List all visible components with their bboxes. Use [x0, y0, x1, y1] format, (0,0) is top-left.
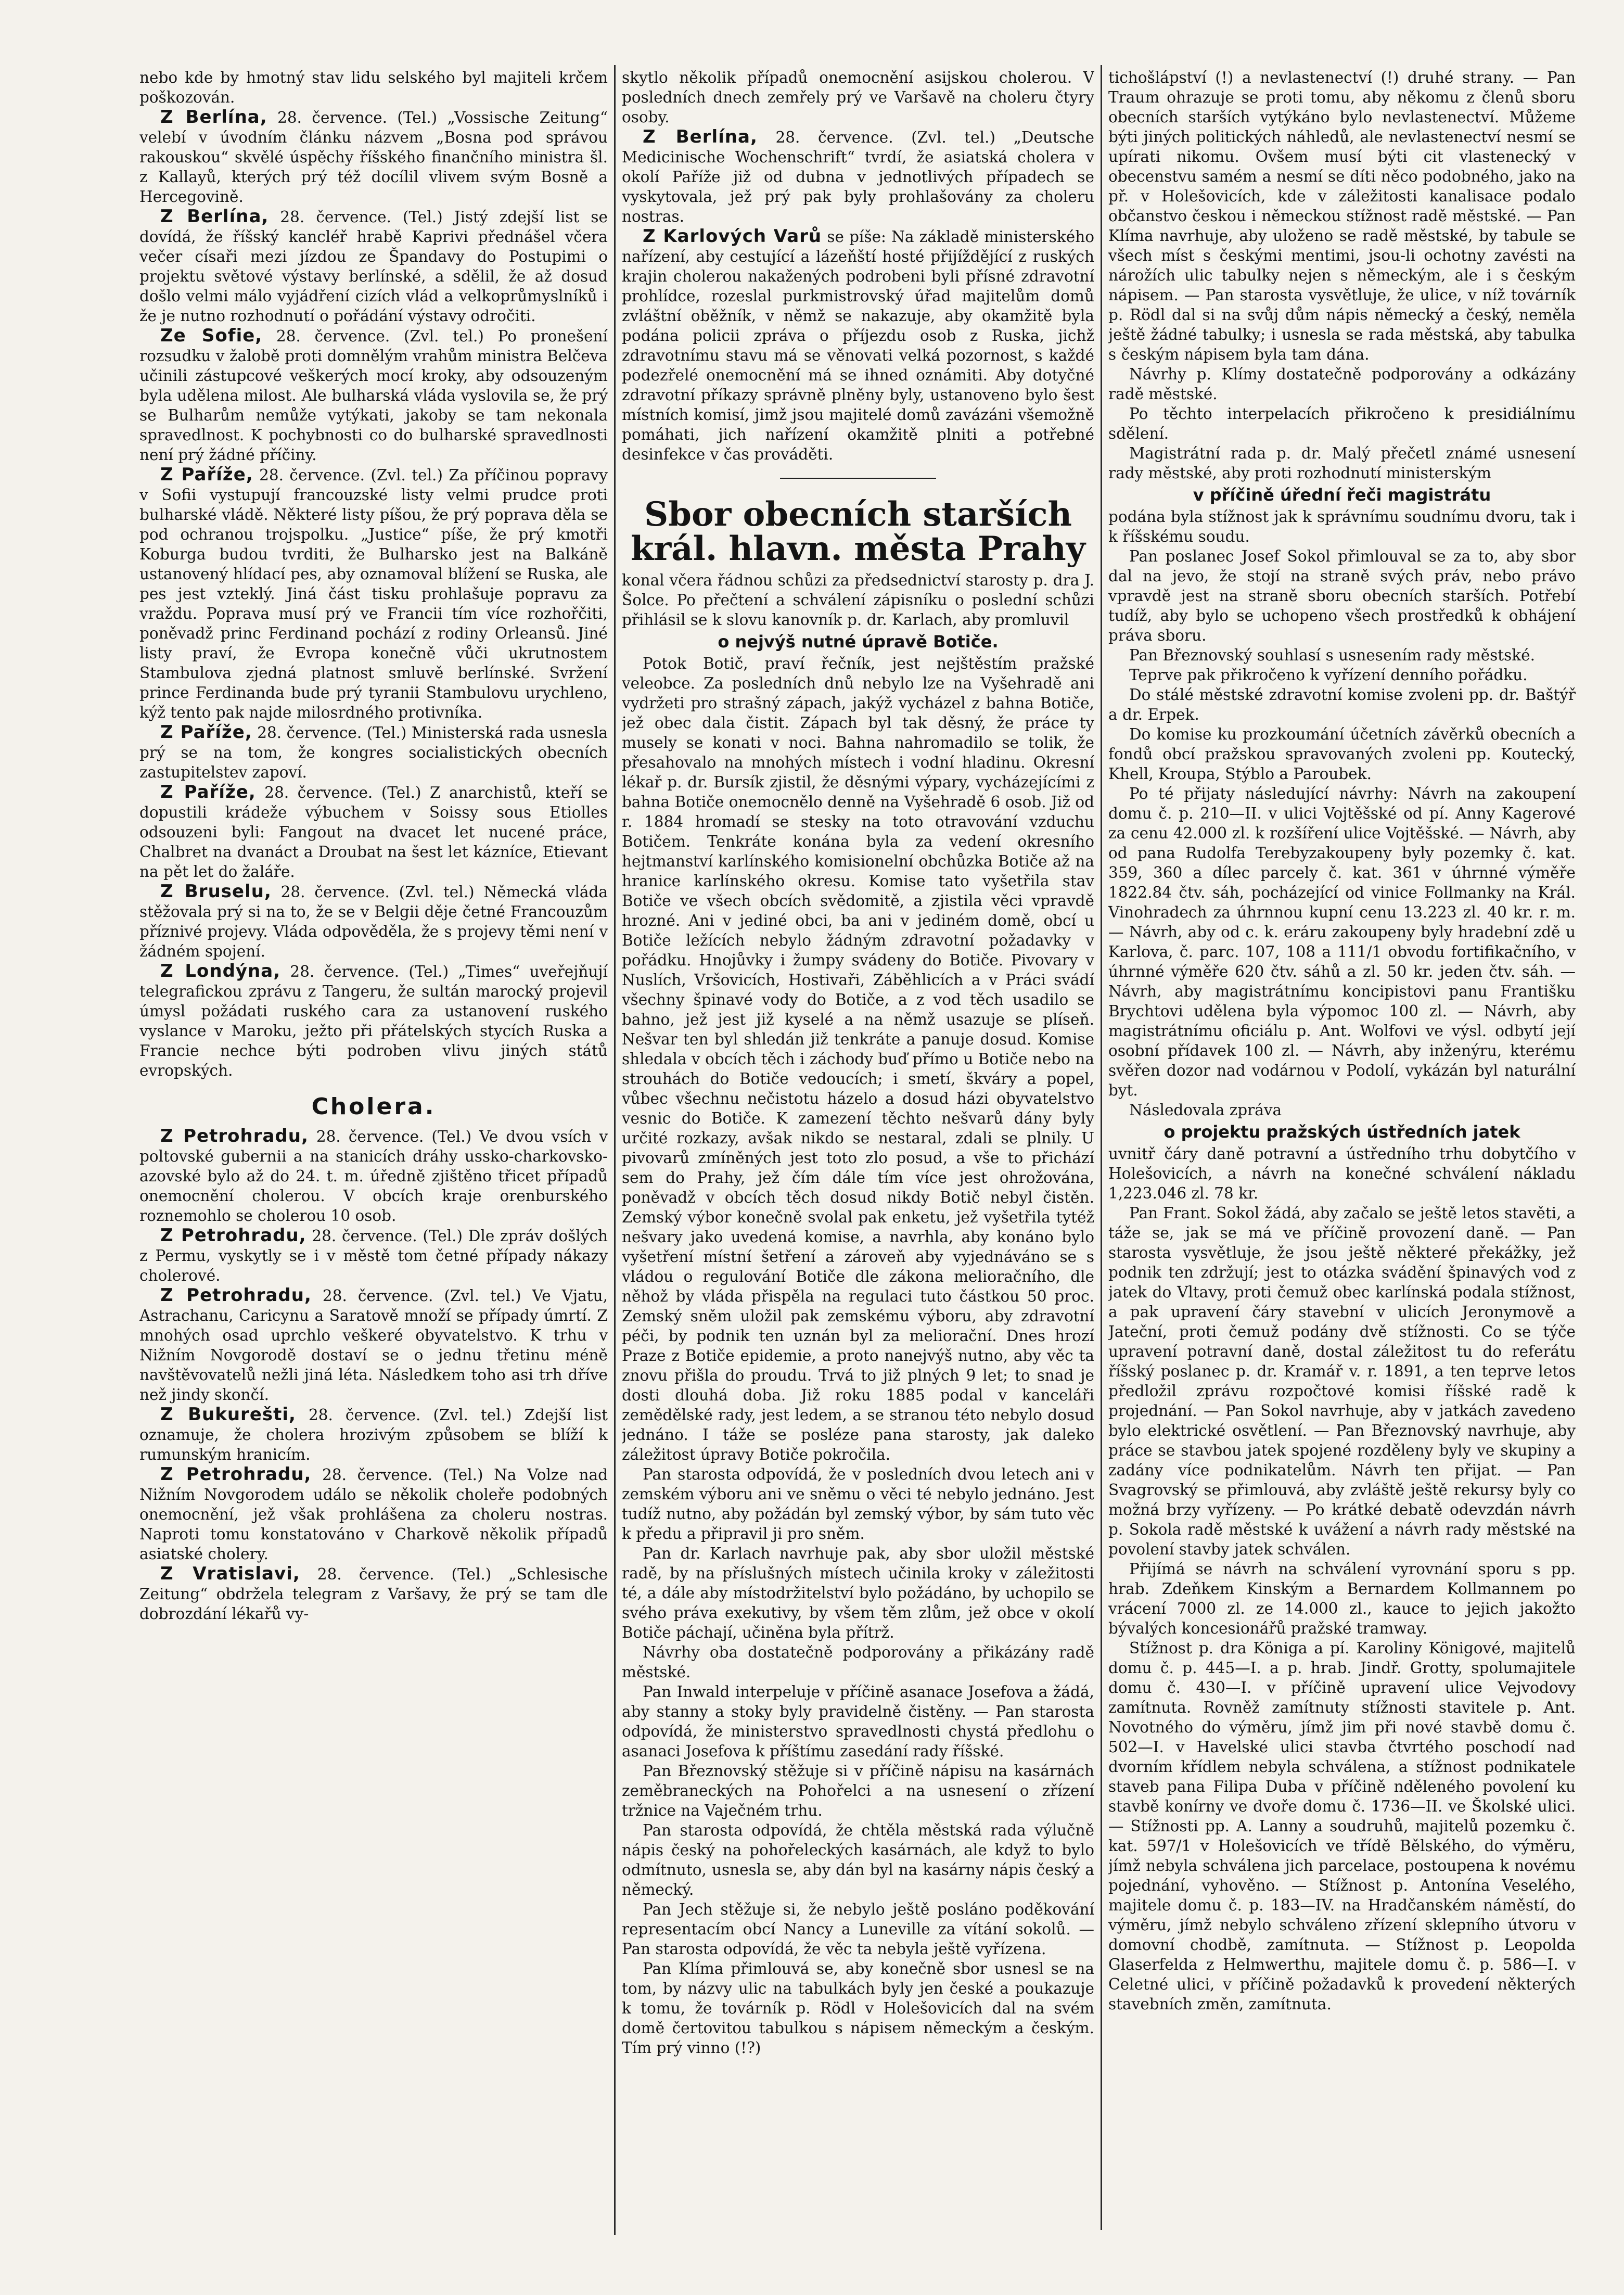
article-paragraph: Pan poslanec Josef Sokol přimlouval se za to, aby sbor dal na jevo, že stojí na straně svých práv, nebo právo vpravdě jest na straně sboru obecních starších. Potřebí tudíž, aby bylo se uchopeno všech prostředků k obhájení práva sboru.	[1108, 547, 1576, 644]
news-text: 28. července. (Tel.) „Schlesische Zeitung“ obdržela telegram z Varšavy, že prý se tam dle dobrozdání lékařů vy-	[139, 1565, 608, 1623]
news-item	[622, 226, 1094, 464]
article-paragraph: Magistrátní rada p. dr. Malý přečetl známé usnesení rady městské, aby proti rozhodnutí ministerským	[1108, 444, 1576, 482]
article-paragraph: konal včera řádnou schůzi za předsednictví starosty p. dra J. Šolce. Po přečtení a schválení zápisníku o poslední schůzi přihlásil se k slovu kanovník p. dr. Karlach, aby promluvil	[622, 571, 1094, 629]
article-subheading: o nejvýš nutné úpravě Botiče.	[718, 632, 999, 652]
news-text: 28. července. (Zvl. tel.) „Deutsche Medicinische Wochenschrift“ tvrdí, že asiatská cholera v okolí Paříže již od dubna v jednotlivých případech se vyskytovala, jež prý pak byly prohlašovány za choleru nostras.	[622, 129, 1094, 225]
article-paragraph: Pan Březnovský stěžuje si v příčině nápisu na kasárnách zeměbraneckých na Pohořelci a na usnesení o zřízení tržnice na Vaječném trhu.	[622, 1762, 1094, 1819]
news-text: 28. července. (Zvl. tel.) Německá vláda stěžovala prý si na to, že se v Belgii děje četné Francouzům příznivé projevy. Vláda odpověděla, že s projevy těmi není v žádném spojení.	[139, 883, 608, 960]
news-item	[139, 961, 608, 1080]
news-text: 28. července. (Tel.) Ve dvou vsích v poltovské gubernii a na stanicích dráhy ussko-charkovsko-azovské bylo až do 24. t. m. úředně zjištěno třicet případů onemocnění cholerou. V obcích kraje orenburského roznemohlo se cholerou 10 osob.	[139, 1128, 608, 1225]
article-paragraph: Přijímá se návrh na schválení vyrovnání sporu s pp. hrab. Zdeňkem Kinským a Bernardem Kollmannem po vrácení 7000 zl. ze 14.000 zl., kauce to jejich jakožto bývalých koncesionářů pražské tramway.	[1108, 1560, 1576, 1637]
article-paragraph: Stížnost p. dra Königa a pí. Karoliny Königové, majitelů domu č. p. 445—I. a p. hrab. Jindř. Grotty, spolumajitele domu č. 430—I. v příčině upravení ulice Vejvodovy zamítnuta. Rovněž zamítnuty stížnosti stavitele p. Ant. Novotného do výměru, jímž jim při nové stavbě domu č. 502—I. v Havelské ulici stavba čtvrtého poschodí nad dvorním křídlem nebyla schválena, a stížnost podnikatele staveb pana Filipa Duba v příčině nděleného povolení ku stavbě konírny ve dvoře domu č. 1736—II. ve Školské ulici. — Stížnosti pp. A. Lanny a soudruhů, majitelů pozemku č. kat. 597/1 v Holešovicích ve třídě Bělského, do výměru, jímž nebyla schválena jich parcelace, postoupena k novému pojednání, vyhověno. — Stížnost p. Antonína Veselého, majitele domu č. p. 183—IV. na Hradčanském náměstí, do výměru, jímž nebylo schváleno zřízení sklepního útvoru v domovní chodbě, zamítnuta. — Stížnost p. Leopolda Glaserfelda z Helmwerthu, majitele domu č. p. 586—I. v Celetné ulici, v příčině požadavků k provedení některých stavebních změn, zamítnuta.	[1108, 1639, 1576, 2013]
article-paragraph: Následovala zpráva	[1129, 1101, 1282, 1119]
article-paragraph: Pan Frant. Sokol žádá, aby začalo se ještě letos stavěti, a táže se, jak se má ve příčině provození daně. — Pan starosta vysvětluje, že jsou ještě některé překážky, jež podnik ten zdržují; jest to otázka svádění špinavých vod z jatek do Vltavy, proti čemuž obec karlínská podala stížnost, a pak upravení čáry stavební v ulicích Jeronymově a Jateční, proti čemuž podány dvě stížnosti. Co se týče upravení potravní daně, dostal záležitost tu do referátu říšský poslanec p. dr. Kramář v. r. 1891, a ten teprve letos předložil zprávu rozpočtové komisi říšské radě k projednání. — Pan Sokol navrhuje, aby v jatkách zavedeno bylo elektrické osvětlení. — Pan Březnovský navrhuje, aby práce se stavbou jatek spojené rozděleny byly ve skupiny a zadány více podnikatelům. Návrh ten přijat. — Pan Svagrovský se přimlouvá, aby zvláště ještě rekursy byly co možná brzy vyřízeny. — Po krátké debatě odevzdán návrh p. Sokola radě městské k uvážení a návrh rady městské na povolení stavby jatek schválen.	[1108, 1204, 1576, 1558]
dateline: Z Bruselu,	[160, 881, 272, 902]
article-paragraph: Návrhy oba dostatečně podporovány a přikázány radě městské.	[622, 1643, 1094, 1681]
news-text: 28. července. (Zvl. tel.) Za příčinou popravy v Sofii vystupují francouzské listy velmi prudce proti bulharské vládě. Některé listy píšou, že prý poprava děla se pod ochranou trojspolku. „Justice“ píše, že prý kmotři Koburga budou tvrditi, že Bulharsko jest na Balkáně ustanovený hlídací pes, aby oznamoval blížení se Ruska, ale pes jest vzteklý. Jiná část tisku prohlašuje popravu za vraždu. Poprava musí prý ve Francii tím více rozhořčiti, poněvadž princ Ferdinand pochází z rodiny Orleansů. Jiné listy praví, že Evropa konečně vůči ukrutnostem Stambulova zjedná platnost smluvě berlínské. Svržení prince Ferdinanda bude prý tyranii Stambulovu urychleno, kýž tento pak najde milosrdného protivníka.	[139, 466, 608, 721]
column-middle	[622, 68, 1094, 2227]
article-paragraph: Teprve pak přikročeno k vyřízení denního pořádku.	[1129, 666, 1528, 684]
news-item	[139, 1285, 608, 1405]
news-text: 28. července. (Tel.) Jistý zdejší list se dovídá, že říšský kancléř hrabě Kaprivi přednášel včera večer císaři mezi jízdou ze Špandavy do Postupimi o projektu světové výstavy berlínské, a sdělil, že až dosud došlo velmi málo vyjádření cizích vlád a velkoprůmyslníků i že je nutno rozhodnutí o pořádání výstavy odročiti.	[139, 208, 608, 325]
news-item	[139, 1564, 608, 1624]
article-paragraph: Pan starosta odpovídá, že v posledních dvou letech ani v zemském výboru ani ve sněmu o věci té nebylo jednáno. Jest tudíž nutno, aby požádán byl zemský výbor, by sám tuto věc k předu a připravil ji pro sněm.	[622, 1465, 1094, 1542]
news-item	[622, 127, 1094, 226]
section-heading-cholera: Cholera.	[311, 1093, 436, 1120]
dateline: Z Petrohradu,	[160, 1285, 312, 1306]
news-text: se píše: Na základě ministerského nařízení, aby cestující a lázeňští hosté přijíždějící z ruských krajin cholerou nakažených podrobeni byli přísné zdravotní prohlídce, rozeslal purkmistrovský úřad majitelům domů zvláštní oběžník, v němž se nakazuje, aby okamžitě byla podána policii zpráva o příjezdu osob z Ruska, jichž zdravotnímu stavu má se věnovati velká pozornost, s každé podezřelé onemocnění má se ihned oznámiti. Aby dotyčné zdravotní příkazy správně plněny byly, ustanoveno bylo šest místních komisí, jimž jsou majitelé domů zavázáni všemožně pomáhati, jich nařízení okamžitě plniti a potřebné desinfekce v čas prováděti.	[622, 228, 1094, 463]
news-item	[139, 1405, 608, 1464]
news-item	[139, 882, 608, 961]
article-paragraph: skytlo několik případů onemocnění asijskou cholerou. V posledních dnech zemřely prý ve Varšavě na choleru čtyry osoby.	[622, 69, 1094, 126]
dateline: Z Karlových Varů	[643, 226, 822, 247]
news-item	[139, 1464, 608, 1564]
article-paragraph: Pan Klíma přimlouvá se, aby konečně sbor usnesl se na tom, by názvy ulic na tabulkách byly jen české a poukazuje k tomu, že továrník p. Rödl v Holešovicích dal na svém domě čertovitou tabulkou s nápisem německým a českým. Tím prý vinno (!?)	[622, 1960, 1094, 2057]
news-item	[139, 782, 608, 882]
dateline: Ze Sofie,	[160, 325, 263, 346]
article-paragraph: Do komise ku prozkoumání účetních závěrků obecních a fondů obcí pražskou spravovaných zvoleni pp. Koutecký, Khell, Kroupa, Stýblo a Paroubek.	[1108, 725, 1576, 783]
article-paragraph: Pan Březnovský souhlasí s usnesením rady městské.	[1129, 646, 1536, 664]
separator-line	[780, 478, 936, 479]
article-paragraph: nebo kde by hmotný stav lidu selského byl majiteli krčem poškozován.	[139, 69, 608, 106]
news-item	[139, 326, 608, 465]
column-divider	[1101, 65, 1102, 2230]
article-paragraph: Pan starosta odpovídá, že chtěla městská rada výlučně nápis český na pohořeleckých kasárnách, ale když to bylo odmítnuto, usnesla se, aby dán byl na kasárny nápis český a německý.	[622, 1821, 1094, 1898]
news-text: 28. července. (Zvl. tel.) Zdejší list oznamuje, že cholera hrozivým způsobem se blíží k rumunským hranicím.	[139, 1406, 608, 1463]
dateline: Z Paříže,	[160, 722, 252, 743]
article-paragraph: uvnitř čáry daně potravní a ústředního trhu dobytčího v Holešovicích, a návrh na konečné schválení nákladu 1,223.046 zl. 78 kr.	[1108, 1145, 1576, 1202]
article-paragraph: Potok Botič, praví řečník, jest nejštěstím pražské veleobce. Za posledních dnů nebylo lze na Vyšehradě ani vydržeti pro strašný zápach, jakýž vycházel z bahna Botiče, jež obec dala čistit. Zápach byl tak děsný, že práce ty musely se konati v noci. Bahna nahromadilo se tolik, že přesahovalo na mnohých místech i vodní hladinu. Okresní lékař p. dr. Bursík zjistil, že děsnými výpary, vycházejícími z bahna Botiče onemocnělo denně na Vyšehradě 6 osob. Již od r. 1884 hromadí se stesky na toto otravování vzduchu Botičem. Tenkráte konána byla za vedení okresního hejtmanství karlínského komisionelní obchůzka Botiče až na hranice karlínského okresu. Komise tato vyšetřila stav Botiče ve všech obcích svědomitě, a zjistila věci vpravdě hrozné. Ani v jediné obci, ba ani v jediném domě, obcí u Botiče ležících nebylo žádným zdravotní požadavky v pořádku. Hnojůvky i žumpy svádeny do Botiče. Pivovary v Nuslích, Vršovicích, Hostivaři, Záběhlicích a v Práci svádí všechny špinavé vody do Botiče, a z vod těch usadilo se bahno, jež jest již kyselé a na němž usazuje se plíseň. Nešvar ten byl shledán již tenkráte a panuje dosud. Komise shledala v obcích těch i záchody buď přímo u Botiče nebo na strouhách do Botiče vedoucích; i smetí, škváry a popel, vůbec všechnu nečistotu házelo a dosud házi obyvatelstvo vesnic do Botiče. K zamezení těchto nešvarů dány byly určité rozkazy, avšak nikdo se nestaral, zdali se plnily. U pivovarů zmíněných jest toto zlo posud, a vše to přichází sem do Prahy, jež čím dále tím více jest ohrožována, poněvadž v obcích těch dosud nikdy Botič nebyl čistěn. Zemský výbor konečně svolal pak enketu, jež vyšetřila tytéž nešvary jako uvedená komise, a navrhla, aby konáno bylo vyšetření místní šetření a zároveň aby vyjednáváno se s vládou o regulování Botiče dle zákona melioračního, dle něhož by vláda přispěla na regulaci tuto částkou 50 proc. Zemský sněm uložil pak zemskému výboru, aby zdravotní péči, by podnik ten uznán byl za meliorační. Dnes hrozí Praze z Botiče epidemie, a proto nanejvýš nutno, aby věc ta znovu přišla do proudu. Trvá to již plných 9 let; to snad je dosti dlouhá doba. Již roku 1885 podal v kanceláři zemědělské rady, jest ledem, a se stranou této nebylo dosud jednáno. I táže se posléze pana starosty, jak daleko záležitost úpravy Botiče pokročila.	[622, 655, 1094, 1463]
article-paragraph: tichošlápství (!) a nevlastenectví (!) druhé strany. — Pan Traum ohrazuje se proti tomu, aby někomu z členů sboru obecních starších vytýkáno bylo nevlastenectví. Můžeme býti jiných politických náhledů, ale nevlastenectví nesmí se upírati nikomu. Ovšem musí býti cit vlastenecký v obecenstvu samém a nesmí se díti něco podobného, jako na př. v Holešovicích, kde v záležitosti kanalisace podalo občanstvo českou i německou stížnost radě městské. — Pan Klíma navrhuje, aby uloženo se radě městské, by tabule se všech míst s českými mentimi, jsou-li ochotny zavésti na nárožích ulic tabulky nejen s německým, ale i s českým nápisem. — Pan starosta vysvětluje, že ulice, v níž továrník p. Rödl dal si na svůj dům nápis německý a český, neměla ještě žádné tabulky; i usnesla se rada městská, aby tabulka s českým nápisem byla tam dána.	[1108, 69, 1576, 363]
article-paragraph: Po té přijaty následující návrhy: Návrh na zakoupení domu č. p. 210—II. v ulici Vojtěšské od pí. Anny Kagerové za cenu 42.000 zl. k rozšíření ulice Vojtěšské. — Návrh, aby od pana Rudolfa Terebyzakoupeny byly pozemky č. kat. 359, 360 a dílec parcely č. kat. 361 v úhrnné výměře 1822.84 čtv. sáh, pocházející od vinice Follmanky na Král. Vinohradech za úhrnnou kupní cenu 13.223 zl. 40 kr. r. m. — Návrh, aby od c. k. eráru zakoupeny byly hradební zdě u Karlova, č. parc. 107, 108 a 111/1 obvodu fortifikačního, v úhrnné výměře 620 čtv. sáhů a zl. 50 kr. jeden čtv. sáh. — Návrh, aby magistrátnímu koncipistovi panu Františku Brychtovi udělena byla výpomoc 100 zl. — Návrh, aby magistrátnímu oficiálu p. Ant. Wolfovi ve výsl. odbytí její osobní přídavek 100 zl. — Návrh, aby inženýru, kterému svěřen dozor nad vodárnou v Podolí, vykázán byl naturální byt.	[1108, 785, 1576, 1099]
news-text: 28. července. (Tel.) Dle zpráv došlých z Permu, vyskytly se i v městě tom četné případy nákazy cholerové.	[139, 1227, 608, 1284]
news-text: 28. července. (Zvl. tel.) Po pronešení rozsudku v žalobě proti domnělým vrahům ministra Belčeva učinili zástupcové veškerých mocí kroky, aby odsouzeným byla udělena milost. Ale bulharská vláda vyslovila se, že prý se Bulharům nemůže vytýkati, jakoby se tam nekonala spravedlnost. K pochybnosti co do bulharské spravedlnosti není prý žádné příčiny.	[139, 327, 608, 464]
news-text: 28. července. (Tel.) Na Volze nad Nižním Novgorodem událo se několik choleře podobných onemocnění, jež však prohlášena za choleru nostras. Naproti tomu konstatováno v Charkově několik případů asiatské cholery.	[139, 1466, 608, 1563]
news-text: 28. července. (Tel.) Ministerská rada usnesla prý se na tom, že kongres socialistických obecních zastupitelstev zapoví.	[139, 724, 608, 781]
news-text: 28. července. (Zvl. tel.) Ve Vjatu, Astrachanu, Caricynu a Saratově množí se případy úmrtí. Z mnohých osad uprchlo veškeré obyvatelstvo. K trhu v Nižním Novgorodě dostaví se o jednu třetinu méně navštěvovatelů nežli jiná léta. Následkem toho asi trh dříve než jindy skončí.	[139, 1287, 608, 1404]
article-headline: Sbor obecních starších král. hlavn. města Prahy	[631, 495, 1085, 568]
dateline: Z Paříže,	[160, 782, 256, 802]
dateline: Z Berlína,	[160, 206, 269, 227]
article-paragraph: podána byla stížnost jak k správnímu soudnímu dvoru, tak i k říšskému soudu.	[1108, 508, 1576, 545]
column-right	[1108, 68, 1576, 2227]
dateline: Z Petrohradu,	[160, 1464, 312, 1485]
dateline: Z Vratislavi,	[160, 1563, 300, 1584]
article-paragraph: Po těchto interpelacích přikročeno k presidiálnímu sdělení.	[1108, 405, 1576, 442]
article-paragraph: Do stálé městské zdravotní komise zvoleni pp. dr. Baštýř a dr. Erpek.	[1108, 686, 1576, 723]
dateline: Z Bukurešti,	[160, 1404, 296, 1425]
column-divider	[614, 65, 616, 2235]
dateline: Z Berlína,	[643, 126, 758, 147]
news-item	[139, 465, 608, 722]
article-subheading: v příčině úřední řeči magistrátu	[1193, 485, 1491, 505]
column-left	[139, 68, 608, 2227]
dateline: Z Petrohradu,	[160, 1225, 306, 1246]
news-item	[139, 722, 608, 782]
news-item	[139, 1226, 608, 1285]
news-text: 28. července. (Tel.) „Times“ uveřejňují telegrafickou zprávu z Tangeru, že sultán marocký projevil úmysl požádati ruského cara za ustanovení ruského vyslance v Maroku, ježto při přátelských stycích Ruska a Francie nechce býti podroben vlivu jiných států evropských.	[139, 963, 608, 1079]
news-item	[139, 1126, 608, 1226]
article-paragraph: Návrhy p. Klímy dostatečně podporovány a odkázány radě městské.	[1108, 365, 1576, 403]
news-item	[139, 207, 608, 326]
dateline: Z Paříže,	[160, 464, 253, 485]
article-subheading: o projektu pražských ústředních jatek	[1163, 1122, 1520, 1142]
dateline: Z Petrohradu,	[160, 1126, 309, 1146]
dateline: Z Londýna,	[160, 961, 281, 981]
news-item	[139, 107, 608, 207]
article-paragraph: Pan dr. Karlach navrhuje pak, aby sbor uložil městské radě, by na příslušných místech učinila kroky v záležitosti té, a dále aby místodržitelství bylo požádáno, by uchopilo se svého práva exekutivy, by všem těm zlům, jež obce v okolí Botiče páchají, učiněna byla přítrž.	[622, 1545, 1094, 1641]
dateline: Z Berlína,	[160, 107, 267, 128]
news-text: 28. července. (Tel.) Z anarchistů, kteří se dopustili krádeže výbuchem v Soissy sous Etiolles odsouzeni byli: Fangout na dvacet let nucené práce, Chalbret na dvanáct a Droubat na šest let kázníce, Etievant na pět let do žaláře.	[139, 784, 608, 881]
article-paragraph: Pan Jech stěžuje si, že nebylo ještě posláno poděkování representacím obcí Nancy a Luneville za vítání sokolů. — Pan starosta odpovídá, že věc ta nebyla ještě vyřízena.	[622, 1901, 1094, 1958]
news-text: 28. července. (Tel.) „Vossische Zeitung“ velebí v úvodním článku názvem „Bosna pod správou rakouskou“ skvělé úspěchy říšského finančního ministra šl. z Kallayů, kterých prý též docílil vlivem svým Bosně a Hercegovině.	[139, 109, 608, 206]
article-paragraph: Pan Inwald interpeluje v příčině asanace Josefova a žádá, aby stanny a stoky byly pravidelně čistěny. — Pan starosta odpovídá, že ministerstvo spravedlnosti chystá předlohu o asanaci Josefova k příštímu zasedání rady říšské.	[622, 1683, 1094, 1760]
